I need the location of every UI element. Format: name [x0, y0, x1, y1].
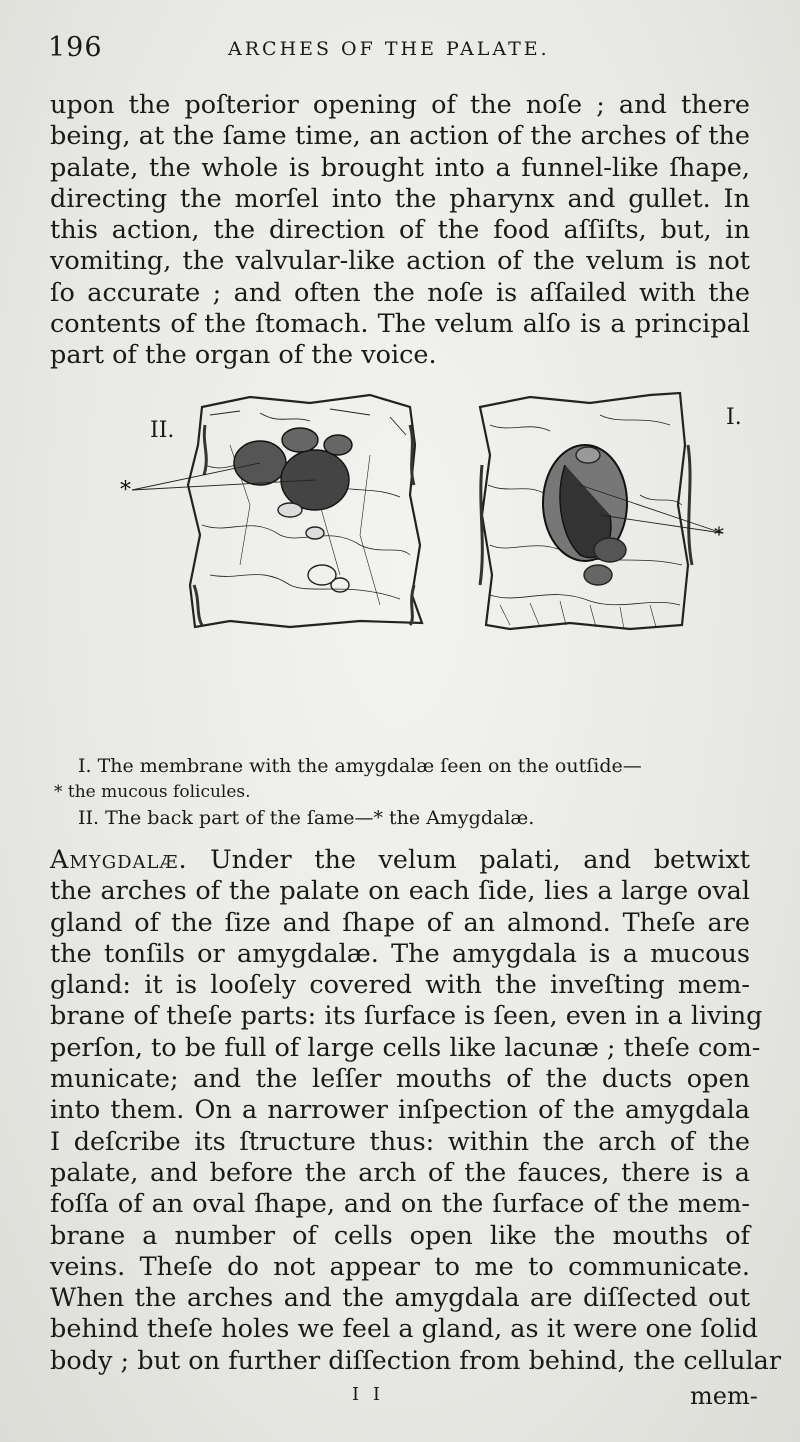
- text-line: upon the poſterior opening of the noſe ; and there: [50, 90, 750, 120]
- text-line: this action, the direction of the food aſſiſts, but, in: [50, 215, 750, 246]
- page-header: [48, 28, 752, 68]
- text-fragment: Under the velum palati, and betwixt: [210, 845, 750, 875]
- figure-caption-line: I. The membrane with the amygdalæ ſeen on the outſide—: [78, 755, 642, 777]
- figure-ii-membrane-back: [188, 395, 422, 627]
- text-line: behind theſe holes we feel a gland, as it were one ſolid: [50, 1314, 758, 1345]
- text-line: veins. Theſe do not appear to me to communicate.: [50, 1251, 750, 1282]
- text-line: gland: it is looſely covered with the inveſting mem-: [50, 970, 750, 1001]
- text-line: the arches of the palate on each ſide, lies a large oval: [50, 876, 750, 907]
- text-line: brane a number of cells open like the mouths of: [50, 1220, 750, 1251]
- amygdalae-paragraph: [50, 845, 782, 1377]
- text-line: When the arches and the amygdala are diſſected out: [50, 1283, 750, 1314]
- text-line: gland of the ſize and ſhape of an almond. Theſe are: [50, 907, 750, 938]
- svg-text:*: *: [120, 478, 131, 503]
- text-line: [50, 845, 750, 876]
- text-line: municate; and the leſſer mouths of the ducts open: [50, 1064, 750, 1095]
- text-line: being, at the ſame time, an action of the arches of the: [50, 121, 750, 152]
- text-line: part of the organ of the voice.: [50, 340, 437, 371]
- text-line: I deſcribe its ſtructure thus: within the arch of the: [50, 1126, 750, 1157]
- anatomical-figure: [110, 385, 750, 655]
- figure-caption-line: II. The back part of the ſame—* the Amygdalæ.: [78, 807, 535, 829]
- text-line: ſo accurate ; and often the noſe is aſſailed with the: [50, 277, 750, 308]
- text-line: contents of the ſtomach. The velum alſo is a principal: [50, 309, 750, 340]
- text-line: brane of theſe parts: its ſurface is ſeen, even in a living: [50, 1001, 763, 1032]
- section-heading: Amygdalæ.: [50, 845, 188, 875]
- signature-mark: I I: [352, 1384, 384, 1405]
- figure-caption-line: * the mucous folicules.: [54, 782, 251, 802]
- figure-i-membrane-outside: [480, 393, 692, 629]
- text-line: body ; but on further diſſection from behind, the cellular: [50, 1345, 782, 1376]
- figure-label-ii: II.: [150, 418, 175, 443]
- text-line: palate, the whole is brought into a funnel-like ſhape,: [50, 152, 750, 183]
- top-paragraph: [50, 90, 750, 372]
- running-head: ARCHES OF THE PALATE.: [228, 38, 550, 60]
- text-line: perſon, to be full of large cells like lacunæ ; theſe com-: [50, 1032, 761, 1063]
- text-line: foſſa of an oval ſhape, and on the ſurface of the mem-: [50, 1189, 750, 1220]
- svg-text:*: *: [714, 522, 724, 546]
- figure-label-i: I.: [726, 405, 742, 430]
- text-line: into them. On a narrower inſpection of the amygdala: [50, 1095, 750, 1126]
- text-line: the tonſils or amygdalæ. The amygdala is a mucous: [50, 938, 750, 969]
- catchword: mem-: [690, 1382, 758, 1410]
- page-number: 196: [48, 32, 103, 63]
- text-line: directing the morſel into the pharynx and gullet. In: [50, 183, 750, 214]
- text-line: vomiting, the valvular-like action of the velum is not: [50, 246, 750, 277]
- text-line: palate, and before the arch of the fauces, there is a: [50, 1157, 750, 1188]
